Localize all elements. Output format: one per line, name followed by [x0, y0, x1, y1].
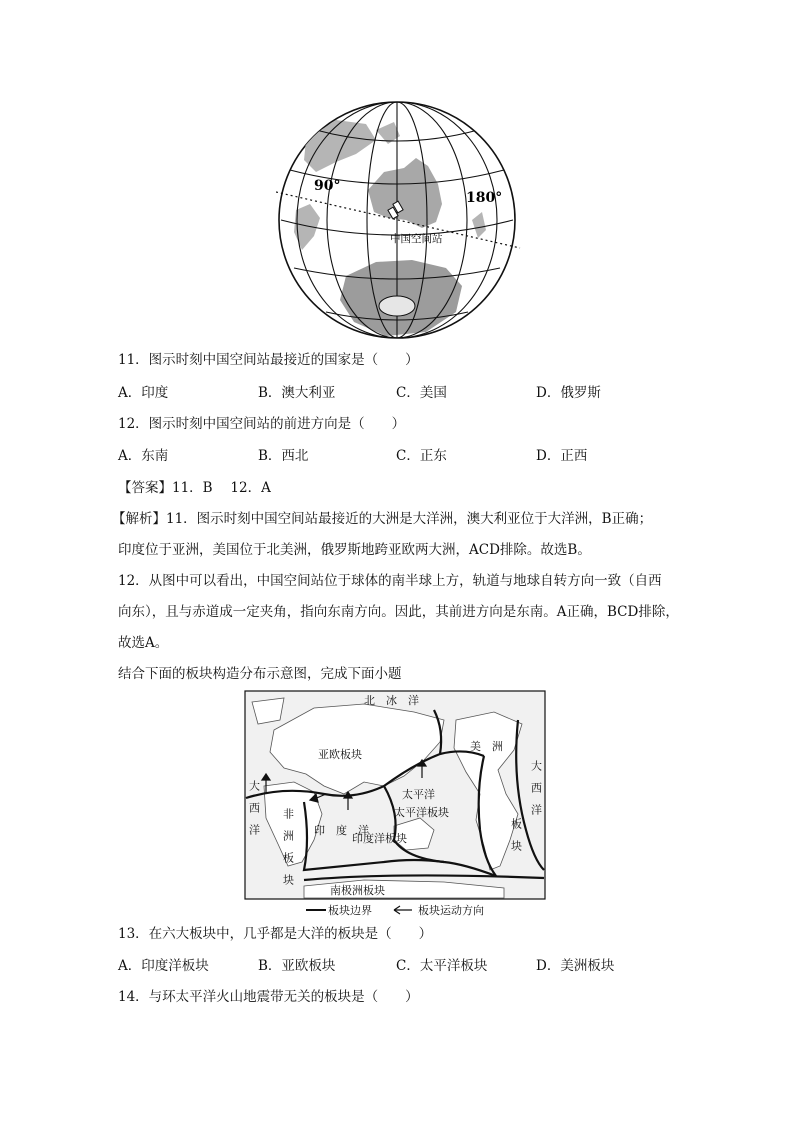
label-antarctic-plate: 南极洲板块 — [330, 884, 385, 897]
label-eurasia-plate: 亚欧板块 — [318, 748, 362, 761]
label-atlantic-right: 大 西 洋 — [529, 760, 543, 815]
analysis-line-4: 向东），且与赤道成一定夹角，指向东南方向。因此，其前进方向是东南。A正确，BCD排除， — [118, 604, 679, 620]
q13-option-c: C．太平洋板块 — [396, 958, 488, 974]
q12-stem: 12．图示时刻中国空间站的前进方向是（ ） — [118, 416, 406, 432]
label-indian-ocean: 印 度 洋 — [314, 824, 369, 837]
label-indian-plate: 印度洋板块 — [352, 832, 407, 845]
analysis-line-5: 故选A。 — [118, 635, 169, 651]
q13-option-a: A．印度洋板块 — [118, 958, 209, 974]
q12-option-d: D．正西 — [536, 448, 588, 464]
answer-line: 【答案】11．B 12．A — [118, 480, 271, 496]
label-north-ice: 北 冰 洋 — [364, 694, 419, 707]
legend-boundary-label: 板块边界 — [328, 904, 372, 917]
q12-option-c: C．正东 — [396, 448, 447, 464]
legend-motion-label: 板块运动方向 — [418, 904, 484, 917]
globe-label-180: 180° — [466, 190, 503, 206]
q11-option-c: C．美国 — [396, 385, 447, 401]
q13-option-b: B．亚欧板块 — [258, 958, 336, 974]
q11-option-d: D．俄罗斯 — [536, 385, 601, 401]
q11-option-b: B．澳大利亚 — [258, 385, 336, 401]
legend-arrow-icon — [394, 906, 412, 914]
label-plate: 板 块 — [509, 818, 523, 851]
q12-option-b: B．西北 — [258, 448, 309, 464]
plate-map-figure — [244, 690, 548, 918]
analysis-line-2: 印度位于亚洲，美国位于北美洲，俄罗斯地跨亚欧两大洲，ACD排除。故选B。 — [118, 542, 591, 558]
globe-figure — [276, 100, 522, 342]
q11-option-a: A．印度 — [118, 385, 169, 401]
label-america: 美 洲 — [470, 740, 503, 753]
q12-option-a: A．东南 — [118, 448, 169, 464]
label-pacific-ocean: 太平洋 — [402, 788, 435, 801]
q13-stem: 13．在六大板块中，几乎都是大洋的板块是（ ） — [118, 926, 433, 942]
q11-stem: 11．图示时刻中国空间站最接近的国家是（ ） — [118, 352, 419, 368]
label-africa-plate: 非 洲 板 块 — [281, 808, 295, 885]
q13-option-d: D．美洲板块 — [536, 958, 615, 974]
globe-station-label: 中国空间站 — [390, 233, 443, 245]
analysis-line-1: 【解析】11．图示时刻中国空间站最接近的大洲是大洋洲，澳大利亚位于大洋洲，B正确； — [112, 511, 653, 527]
label-atlantic-left: 大 西 洋 — [247, 780, 261, 835]
analysis-line-3: 12．从图中可以看出，中国空间站位于球体的南半球上方，轨道与地球自转方向一致（自西 — [118, 573, 662, 589]
label-pacific-plate: 太平洋板块 — [394, 806, 449, 819]
q14-stem: 14．与环太平洋火山地震带无关的板块是（ ） — [118, 989, 419, 1005]
globe-label-90: 90° — [314, 178, 341, 194]
intro-text: 结合下面的板块构造分布示意图，完成下面小题 — [118, 666, 402, 682]
